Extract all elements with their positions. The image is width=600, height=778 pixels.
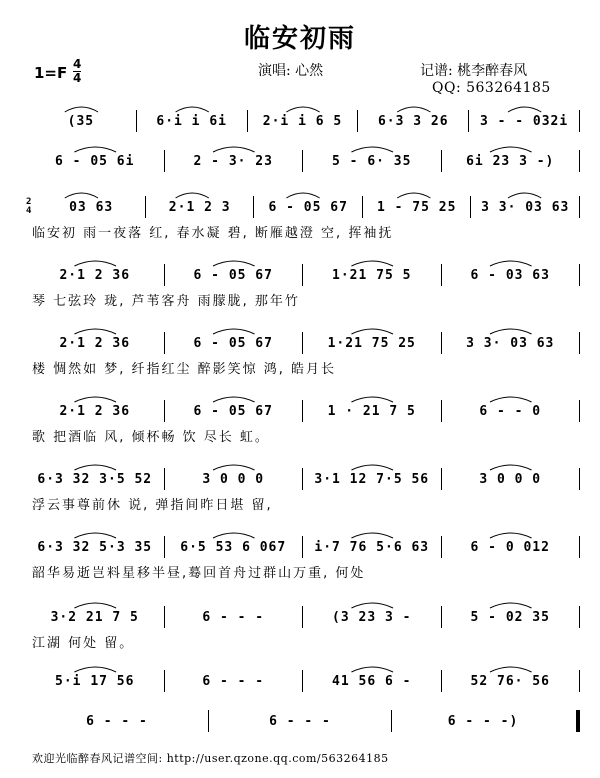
footer-note: 欢迎光临醉春风记谱空间: http://user.qzone.qq.com/563264185 [32,752,389,765]
slur-arc [490,465,532,470]
measure: 3 - - 032i [479,113,569,129]
slur-marks [26,322,580,336]
measure: 6 - 05 6i [55,153,135,169]
singer-credit: 演唱: 心然 [258,63,324,79]
time-signature-top: 4 [73,57,82,71]
measure: 03 63 [69,199,114,215]
measure: 5 - 6· 35 [332,153,412,169]
notation-line [26,112,580,130]
slur-marks [26,140,580,154]
measure: 1·21 75 5 [332,267,412,283]
time-signature-bottom: 4 [73,71,82,85]
slur-arc [490,603,532,608]
slur-arc [490,147,532,152]
measure: 2·1 2 3 [168,199,231,215]
slur-arc [65,193,98,198]
time-change [26,198,31,216]
measure: 41 56 6 - [332,673,412,689]
key-signature: 1=F [34,64,68,82]
slur-arc [351,465,393,470]
slur-arc [490,397,532,402]
slur-marks [26,186,580,200]
notation-line [26,538,580,556]
measure: 1 - 75 25 [377,199,457,215]
slur-arc [490,667,532,672]
scribe-credit: 记谱: 桃李醉春风 [420,63,528,79]
slur-marks [26,700,580,714]
lyric-line: 歌 把酒临 风, 倾杯畅 饮 尽长 虹。 [32,430,270,444]
measure: 6·3 3 26 [377,113,449,129]
slur-arc [351,329,393,334]
slur-arc [351,147,393,152]
slur-arc [74,397,116,402]
measure: 3 3· 03 63 [481,199,570,215]
measure: 3 3· 03 63 [466,335,555,351]
slur-arc [490,261,532,266]
slur-marks [26,660,580,674]
notation-line [26,152,580,170]
lyric-line: 琴 七弦玲 珑, 芦苇客舟 雨朦胧, 那年竹 [32,294,300,308]
notation-line [26,198,580,216]
measure: 6 - 03 63 [470,267,550,283]
slur-arc [351,667,393,672]
slur-arc [351,533,393,538]
slur-arc [74,261,116,266]
measure: 6 - - -) [447,713,519,729]
slur-marks [26,526,580,540]
qq-number: QQ: 563264185 [432,80,551,96]
slur-arc [74,465,116,470]
slur-arc [508,107,541,112]
measure: 3 0 0 0 [202,471,265,487]
measure: 6 - 05 67 [268,199,348,215]
measure: 3·2 21 7 5 [50,609,139,625]
measure: 2·1 2 36 [59,335,131,351]
time-signature [73,58,81,85]
slur-arc [490,533,532,538]
slur-arc [74,603,116,608]
measure: 6 - 05 67 [193,267,273,283]
measure: 6 - - - [86,713,148,729]
measure: 2·1 2 36 [59,403,131,419]
notation-line [26,672,580,690]
slur-marks [26,390,580,404]
slur-arc [74,329,116,334]
measure: 6 - - - [202,609,265,625]
notation-line [26,608,580,626]
slur-arc [397,107,430,112]
notation-line [26,470,580,488]
measure: 6 - 05 67 [193,335,273,351]
slur-arc [176,107,209,112]
measure: 6·5 53 6 067 [180,539,287,555]
lyric-line: 韶华易逝岂料星移半昼,蓦回首舟过群山万重, 何处 [32,566,366,580]
measure: 6i 23 3 -) [466,153,555,169]
slur-arc [286,107,319,112]
measure: 52 76· 56 [470,673,550,689]
measure: 2 - 3· 23 [193,153,273,169]
slur-arc [508,193,541,198]
notation-line [26,334,580,352]
measure: 3 0 0 0 [479,471,542,487]
slur-arc [213,533,255,538]
slur-arc [74,533,116,538]
slur-arc [213,397,255,402]
slur-arc [351,261,393,266]
time-change-bottom: 4 [26,206,32,216]
slur-marks [26,254,580,268]
slur-arc [65,107,98,112]
lyric-line: 浮云事尊前休 说, 弹指间昨日堪 留, [32,498,273,512]
slur-arc [213,261,255,266]
measure: 6 - 05 67 [193,403,273,419]
measure: 2·1 2 36 [59,267,131,283]
slur-arc [397,193,430,198]
measure: 6 - - - [202,673,265,689]
measure: 5 - 02 35 [470,609,550,625]
lyric-line: 临安初 雨一夜落 红, 春水凝 碧, 断雁越澄 空, 挥袖抚 [32,226,394,240]
measure: (35 [67,113,95,129]
slur-arc [213,465,255,470]
slur-arc [213,147,255,152]
measure: 6 - 0 012 [470,539,550,555]
lyric-line: 江湖 何处 留。 [32,636,135,650]
slur-arc [74,147,116,152]
slur-marks [26,596,580,610]
measure: 2·i i 6 5 [262,113,343,129]
measure: 6 - - 0 [479,403,542,419]
measure: 3·1 12 7·5 56 [314,471,430,487]
notation-line [26,402,580,420]
measure: 1·21 75 25 [327,335,416,351]
slur-arc [213,329,255,334]
slur-arc [490,329,532,334]
measure: 5·i 17 56 [55,673,135,689]
measure: 6·3 32 5·3 35 [37,539,153,555]
slur-arc [176,193,209,198]
slur-arc [351,397,393,402]
song-title: 临安初雨 [243,24,356,54]
notation-line [26,712,580,730]
slur-arc [351,603,393,608]
slur-marks [26,458,580,472]
slur-marks [26,100,580,114]
measure: 6 - - - [269,713,331,729]
measure: 6·i i 6i [156,113,227,129]
measure: (3 23 3 - [332,609,412,625]
slur-arc [286,193,319,198]
notation-line [26,266,580,284]
slur-arc [74,667,116,672]
time-change-top: 2 [26,197,32,207]
lyric-line: 楼 惆然如 梦, 纤指红尘 醉影笑惊 鸿, 皓月长 [32,362,337,376]
measure: 1 · 21 7 5 [327,403,416,419]
measure: i·7 76 5·6 63 [314,539,430,555]
measure: 6·3 32 3·5 52 [37,471,153,487]
